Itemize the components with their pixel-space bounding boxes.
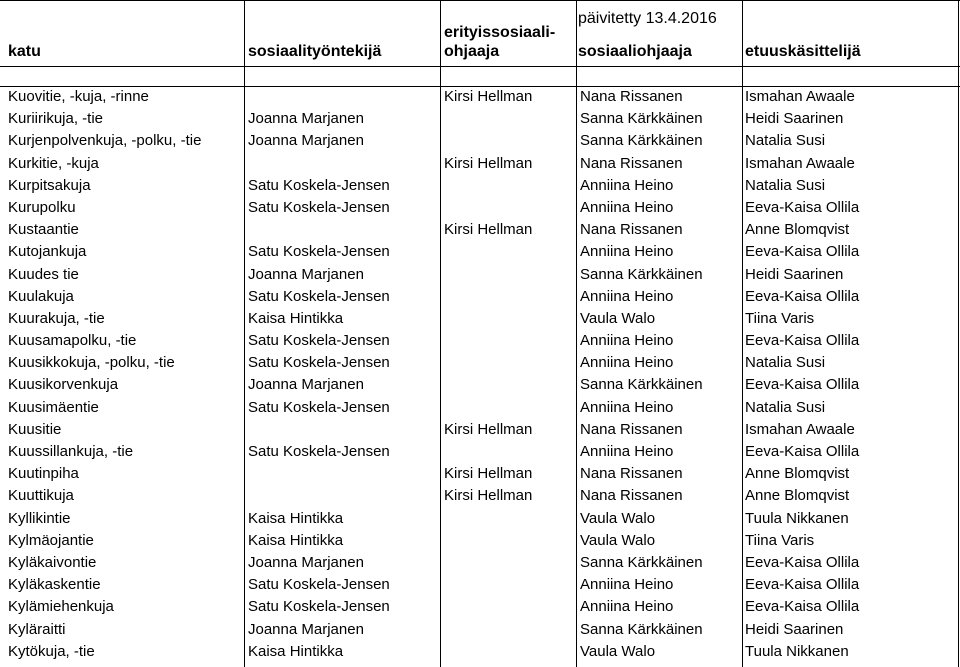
social-worker-cell[interactable]: Joanna Marjanen [248, 265, 364, 283]
benefits-handler-cell[interactable]: Eeva-Kaisa Ollila [745, 576, 860, 594]
special-counselor-cell[interactable]: Kirsi Hellman [444, 154, 533, 172]
table-row[interactable] [0, 596, 960, 618]
column-header-katu: katu [8, 43, 41, 60]
table-row[interactable] [0, 197, 960, 219]
social-worker-cell[interactable]: Satu Koskela-Jensen [248, 443, 390, 460]
social-worker-cell[interactable]: Satu Koskela-Jensen [248, 243, 390, 261]
benefits-handler-cell[interactable]: Heidi Saarinen [745, 265, 844, 283]
street-cell[interactable]: Kuuttikuja [8, 487, 74, 505]
social-counselor-cell[interactable]: Nana Rissanen [580, 154, 683, 172]
social-worker-cell[interactable]: Kaisa Hintikka [248, 642, 344, 660]
social-counselor-cell[interactable]: Vaula Walo [580, 531, 656, 549]
special-counselor-cell[interactable] [444, 574, 574, 596]
social-counselor-cell[interactable]: Sanna Kärkkäinen [580, 376, 703, 394]
benefits-handler-cell[interactable]: Eeva-Kaisa Ollila [745, 243, 860, 261]
special-counselor-cell[interactable] [444, 397, 574, 419]
special-counselor-cell[interactable]: Kirsi Hellman [444, 487, 533, 505]
table-row[interactable] [0, 530, 960, 552]
street-cell[interactable]: Kutojankuja [8, 243, 87, 261]
social-worker-cell[interactable]: Joanna Marjanen [248, 110, 364, 128]
table-row[interactable] [0, 374, 960, 396]
social-counselor-cell[interactable]: Anniina Heino [580, 576, 674, 594]
street-cell[interactable]: Kuovitie, -kuja, -rinne [8, 88, 149, 105]
social-worker-cell[interactable]: Kaisa Hintikka [248, 309, 344, 327]
social-worker-cell[interactable]: Satu Koskela-Jensen [248, 198, 390, 216]
benefits-handler-cell[interactable]: Eeva-Kaisa Ollila [745, 376, 860, 394]
street-cell[interactable]: Kuusikkokuja, -polku, -tie [8, 354, 175, 372]
special-counselor-cell[interactable] [444, 330, 574, 352]
street-cell[interactable]: Kuudes tie [8, 265, 79, 283]
column-header-etuuskasittelija: etuuskäsittelijä [745, 43, 861, 60]
social-worker-cell[interactable]: Satu Koskela-Jensen [248, 598, 390, 616]
benefits-handler-cell[interactable]: Tiina Varis [745, 531, 815, 549]
social-worker-cell[interactable] [248, 86, 440, 108]
street-cell[interactable]: Kuusitie [8, 420, 62, 438]
table-row[interactable] [0, 241, 960, 263]
social-worker-cell[interactable]: Satu Koskela-Jensen [248, 576, 390, 594]
street-cell[interactable]: Kyläkaivontie [8, 553, 97, 571]
special-counselor-cell[interactable]: Kirsi Hellman [444, 221, 533, 239]
social-worker-cell[interactable]: Satu Koskela-Jensen [248, 287, 390, 305]
benefits-handler-cell[interactable]: Tuula Nikkanen [745, 642, 849, 660]
social-worker-cell[interactable] [248, 463, 440, 485]
social-worker-cell[interactable]: Satu Koskela-Jensen [248, 332, 390, 350]
social-counselor-cell[interactable]: Nana Rissanen [580, 221, 683, 239]
special-counselor-cell[interactable] [444, 530, 574, 552]
social-worker-cell[interactable]: Joanna Marjanen [248, 132, 364, 150]
street-cell[interactable]: Kurpitsakuja [8, 176, 91, 194]
street-cell[interactable]: Kylämiehenkuja [8, 598, 114, 616]
special-counselor-cell[interactable] [444, 619, 574, 641]
social-worker-cell[interactable] [248, 485, 440, 507]
social-counselor-cell[interactable]: Nana Rissanen [580, 465, 683, 483]
social-counselor-cell[interactable]: Sanna Kärkkäinen [580, 110, 703, 128]
table-row[interactable] [0, 153, 960, 175]
table-row[interactable] [0, 397, 960, 419]
street-cell[interactable]: Kuusimäentie [8, 398, 99, 416]
benefits-handler-cell[interactable]: Natalia Susi [745, 176, 826, 194]
table-row[interactable] [0, 485, 960, 507]
benefits-handler-cell[interactable]: Heidi Saarinen [745, 620, 844, 638]
social-counselor-cell[interactable]: Anniina Heino [580, 243, 674, 261]
table-row[interactable] [0, 463, 960, 485]
social-worker-cell[interactable]: Joanna Marjanen [248, 553, 364, 571]
table-row[interactable] [0, 552, 960, 574]
social-worker-cell[interactable] [248, 153, 440, 175]
social-counselor-cell[interactable]: Sanna Kärkkäinen [580, 620, 703, 638]
street-cell[interactable]: Kuussillankuja, -tie [8, 443, 134, 460]
street-cell[interactable]: Kuusikorvenkuja [8, 376, 119, 394]
special-counselor-cell[interactable] [444, 264, 574, 286]
benefits-handler-cell[interactable]: Ismahan Awaale [745, 88, 855, 105]
social-counselor-cell[interactable]: Anniina Heino [580, 598, 674, 616]
street-cell[interactable]: Kuutinpiha [8, 465, 79, 483]
special-counselor-cell[interactable] [444, 286, 574, 308]
social-counselor-cell[interactable]: Sanna Kärkkäinen [580, 132, 703, 150]
benefits-handler-cell[interactable]: Anne Blomqvist [745, 221, 850, 239]
social-counselor-cell[interactable]: Anniina Heino [580, 398, 674, 416]
benefits-handler-cell[interactable]: Eeva-Kaisa Ollila [745, 332, 860, 350]
column-header-erityissosiaaliohjaaja [444, 23, 555, 61]
special-counselor-cell[interactable] [444, 175, 574, 197]
special-counselor-cell[interactable] [444, 352, 574, 374]
column-header-sosiaaliohjaaja: sosiaaliohjaaja [578, 43, 692, 60]
grid-line [0, 66, 960, 67]
special-counselor-cell[interactable] [444, 308, 574, 330]
social-worker-cell[interactable]: Kaisa Hintikka [248, 531, 344, 549]
benefits-handler-cell[interactable]: Natalia Susi [745, 132, 826, 150]
social-worker-cell[interactable]: Satu Koskela-Jensen [248, 354, 390, 372]
table-row[interactable] [0, 219, 960, 241]
street-cell[interactable]: Kylmäojantie [8, 531, 94, 549]
table-row[interactable] [0, 574, 960, 596]
benefits-handler-cell[interactable]: Tiina Varis [745, 309, 815, 327]
table-row[interactable] [0, 286, 960, 308]
street-cell[interactable]: Kyläkaskentie [8, 576, 101, 594]
social-counselor-cell[interactable]: Vaula Walo [580, 309, 656, 327]
special-counselor-cell[interactable] [444, 374, 574, 396]
street-cell[interactable]: Kurupolku [8, 198, 76, 216]
special-counselor-cell[interactable] [444, 641, 574, 663]
table-row[interactable] [0, 352, 960, 374]
special-counselor-cell[interactable]: Kirsi Hellman [444, 465, 533, 483]
grid-line [0, 0, 960, 1]
table-row[interactable] [0, 419, 960, 441]
special-counselor-cell[interactable] [444, 552, 574, 574]
table-row[interactable] [0, 308, 960, 330]
column-header-line: ohjaaja [444, 43, 500, 60]
social-counselor-cell[interactable]: Nana Rissanen [580, 420, 683, 438]
social-counselor-cell[interactable]: Sanna Kärkkäinen [580, 265, 703, 283]
table-row[interactable] [0, 175, 960, 197]
benefits-handler-cell[interactable]: Eeva-Kaisa Ollila [745, 553, 860, 571]
special-counselor-cell[interactable] [444, 197, 574, 219]
special-counselor-cell[interactable] [444, 508, 574, 530]
benefits-handler-cell[interactable]: Eeva-Kaisa Ollila [745, 598, 860, 616]
table-row[interactable] [0, 86, 960, 108]
social-counselor-cell[interactable]: Anniina Heino [580, 198, 674, 216]
street-cell[interactable]: Kyllikintie [8, 509, 71, 527]
street-cell[interactable]: Kuriirikuja, -tie [8, 110, 104, 128]
social-counselor-cell[interactable]: Vaula Walo [580, 509, 656, 527]
street-cell[interactable]: Kurkitie, -kuja [8, 154, 99, 172]
social-worker-cell[interactable]: Joanna Marjanen [248, 376, 364, 394]
special-counselor-cell[interactable] [444, 241, 574, 263]
benefits-handler-cell[interactable]: Eeva-Kaisa Ollila [745, 443, 860, 460]
social-counselor-cell[interactable]: Anniina Heino [580, 443, 674, 460]
column-header-line: erityissosiaali- [444, 24, 556, 41]
benefits-handler-cell[interactable]: Heidi Saarinen [745, 110, 844, 128]
street-cell[interactable]: Kustaantie [8, 221, 79, 239]
special-counselor-cell[interactable] [444, 108, 574, 130]
street-cell[interactable]: Kuulakuja [8, 287, 74, 305]
benefits-handler-cell[interactable]: Natalia Susi [745, 398, 826, 416]
social-counselor-cell[interactable]: Anniina Heino [580, 287, 674, 305]
street-cell[interactable]: Kyläraitti [8, 620, 66, 638]
social-worker-cell[interactable] [248, 419, 440, 441]
column-header-sosiaalityontekija: sosiaalityöntekijä [248, 43, 382, 60]
special-counselor-cell[interactable] [444, 441, 574, 463]
table-row[interactable] [0, 508, 960, 530]
benefits-handler-cell[interactable]: Anne Blomqvist [745, 487, 850, 505]
street-cell[interactable]: Kuurakuja, -tie [8, 309, 105, 327]
benefits-handler-cell[interactable]: Natalia Susi [745, 354, 826, 372]
benefits-handler-cell[interactable]: Ismahan Awaale [745, 154, 855, 172]
social-counselor-cell[interactable]: Sanna Kärkkäinen [580, 553, 703, 571]
special-counselor-cell[interactable] [444, 130, 574, 152]
social-counselor-cell[interactable]: Anniina Heino [580, 176, 674, 194]
social-counselor-cell[interactable]: Anniina Heino [580, 354, 674, 372]
social-counselor-cell[interactable]: Vaula Walo [580, 642, 656, 660]
benefits-handler-cell[interactable]: Tuula Nikkanen [745, 509, 849, 527]
table-row[interactable] [0, 264, 960, 286]
special-counselor-cell[interactable] [444, 596, 574, 618]
street-cell[interactable]: Kurjenpolvenkuja, -polku, -tie [8, 132, 202, 150]
benefits-handler-cell[interactable]: Eeva-Kaisa Ollila [745, 198, 860, 216]
social-counselor-cell[interactable]: Nana Rissanen [580, 88, 683, 105]
table-row[interactable] [0, 641, 960, 663]
benefits-handler-cell[interactable]: Ismahan Awaale [745, 420, 855, 438]
benefits-handler-cell[interactable]: Eeva-Kaisa Ollila [745, 287, 860, 305]
updated-date: päivitetty 13.4.2016 [578, 10, 717, 27]
table-row[interactable] [0, 330, 960, 352]
table-body [0, 86, 960, 663]
table-row[interactable] [0, 108, 960, 130]
social-worker-cell[interactable]: Satu Koskela-Jensen [248, 398, 390, 416]
table-row[interactable] [0, 130, 960, 152]
social-worker-cell[interactable] [248, 219, 440, 241]
benefits-handler-cell[interactable]: Anne Blomqvist [745, 465, 850, 483]
table-row[interactable] [0, 441, 960, 463]
social-worker-cell[interactable]: Kaisa Hintikka [248, 509, 344, 527]
social-counselor-cell[interactable]: Nana Rissanen [580, 487, 683, 505]
social-worker-cell[interactable]: Satu Koskela-Jensen [248, 176, 390, 194]
special-counselor-cell[interactable]: Kirsi Hellman [444, 88, 533, 105]
street-cell[interactable]: Kuusamapolku, -tie [8, 332, 137, 350]
social-counselor-cell[interactable]: Anniina Heino [580, 332, 674, 350]
special-counselor-cell[interactable]: Kirsi Hellman [444, 420, 533, 438]
table-row[interactable] [0, 619, 960, 641]
street-cell[interactable]: Kytökuja, -tie [8, 642, 95, 660]
social-worker-cell[interactable]: Joanna Marjanen [248, 620, 364, 638]
